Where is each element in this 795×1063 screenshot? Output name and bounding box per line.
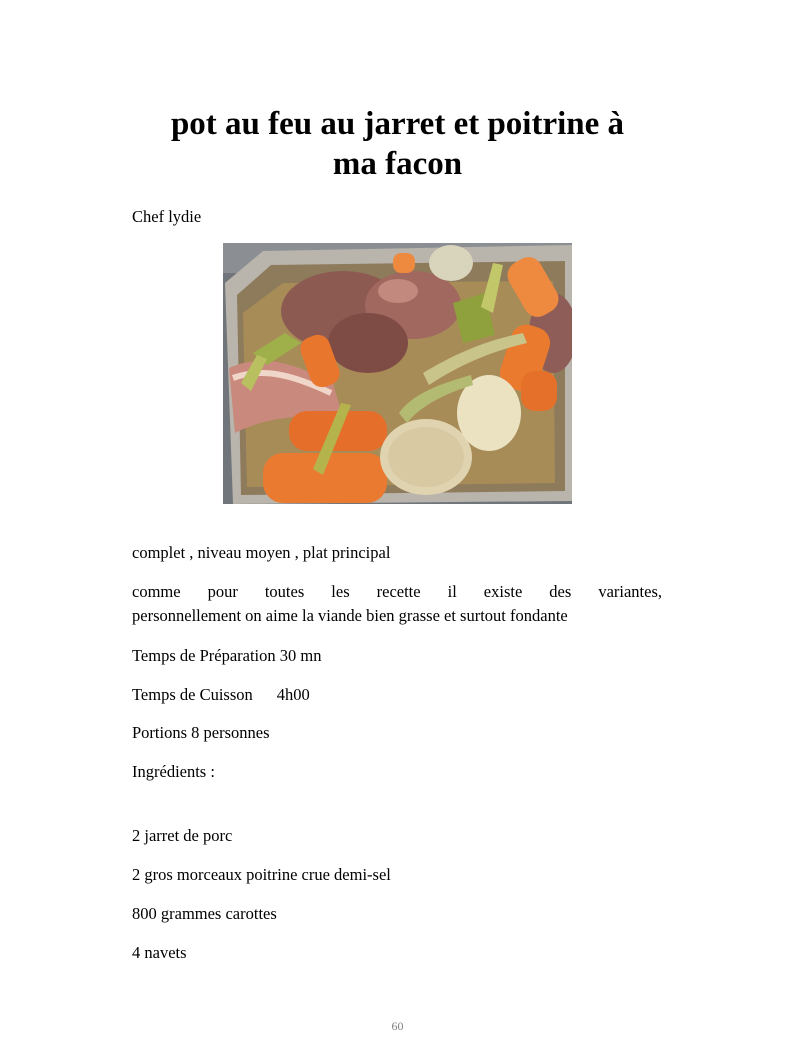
intro-paragraph <box>132 580 662 628</box>
cook-time <box>132 683 662 707</box>
cook-time-label: Temps de Cuisson <box>132 685 253 704</box>
ingredients-heading: Ingrédients : <box>132 762 215 781</box>
ingredient-item: 2 gros morceaux poitrine crue demi-sel <box>132 865 391 884</box>
ingredient-item: 2 jarret de porc <box>132 826 233 845</box>
intro-line-1: comme pour toutes les recette il existe des variantes, <box>132 582 662 601</box>
portions: Portions 8 personnes <box>132 723 270 742</box>
title-line-1: pot au feu au jarret et poitrine à <box>170 106 625 142</box>
page-number: 60 <box>391 1019 404 1033</box>
title-line-2: ma facon <box>332 146 463 182</box>
dish-photo <box>223 243 572 504</box>
recipe-tags: complet , niveau moyen , plat principal <box>132 543 391 562</box>
cook-time-value: 4h00 <box>276 685 310 704</box>
intro-line-2: personnellement on aime la viande bien grasse et surtout fondante <box>132 606 568 625</box>
author: Chef lydie <box>132 207 202 226</box>
ingredient-item: 800 grammes carottes <box>132 904 277 923</box>
page-title <box>100 104 695 184</box>
prep-time: Temps de Préparation 30 mn <box>132 646 322 665</box>
ingredient-item: 4 navets <box>132 943 187 962</box>
